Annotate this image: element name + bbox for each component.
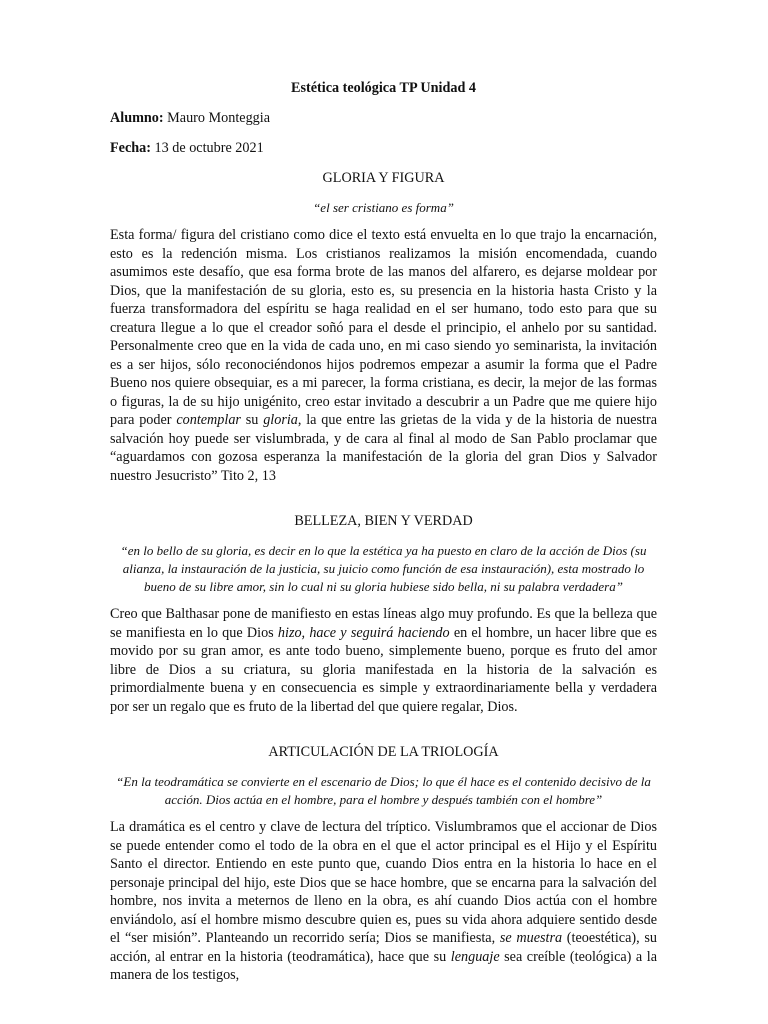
emphasis-text: se muestra [499, 930, 563, 946]
student-label: Alumno: [110, 110, 164, 126]
date-label: Fecha: [110, 140, 151, 156]
paragraph-text: su [240, 412, 264, 428]
document-title: Estética teológica TP Unidad 4 [291, 80, 476, 96]
emphasis-text: contemplar [176, 412, 241, 428]
section-heading-belleza: BELLEZA, BIEN Y VERDAD [294, 513, 473, 529]
paragraph-text: , la que entre las grietas de la vida y de la historia de nuestra salvación hoy puede ser vislumbrada, y de cara al final al modo de San Pablo proclamar que “aguardamos con gozosa esperanza la manifestación de la gloria del gran Dios y Salvador nuestro Jesucristo” Tito 2, 13 [110, 412, 658, 484]
section-paragraph-articulacion [110, 818, 657, 985]
paragraph-text: sea creíble (teológica) a la manera de los testigos, [110, 948, 657, 983]
date-line [110, 140, 657, 157]
paragraph-text: La dramática es el centro y clave de lectura del tríptico. Vislumbramos que el accionar de Dios se puede entender como el todo de la obra en el que el actor principal es el Hijo y el Espíritu Santo el director. Entiendo en este punto que, cuando Dios entra en la historia lo hace en el personaje principal del hijo, este Dios que se hace hombre, que se encarna para la salvación del hombre, nos invita a meternos de lleno en la obra, es ahí cuando Dios actúa con el hombre enviándolo, así el hombre mismo descubre quien es, pues su vida ahora adquiere sentido desde el “ser misión”. Planteando un recorrido sería; Dios se manifiesta, [110, 819, 657, 946]
section-quote-articulacion: “En la teodramática se convierte en el escenario de Dios; lo que él hace es el contenido decisivo de la acción. Dios actúa en el hombre, para el hombre y después también con el hombre” [116, 774, 651, 807]
emphasis-text: hizo, hace y seguirá haciendo [277, 624, 450, 641]
section-spacer [110, 716, 657, 744]
date-value: 13 de octubre 2021 [154, 140, 264, 156]
paragraph-text: (teoestética), su acción, al entrar en la historia (teodramática), hace que su [110, 930, 657, 965]
section-quote-belleza: “en lo bello de su gloria, es decir en lo que la estética ya ha puesto en claro de la acción de Dios (su alianza, la instauración de la justicia, su juicio como función de esa instauración), esta mostrado lo bueno de su libre amor, sin lo cual ni su gloria hubiese sido bella, ni su palabra verdadera” [120, 543, 647, 594]
section-paragraph-belleza [110, 605, 657, 716]
paragraph-text: en el hombre, un hacer libre que es movido por su gran amor, es ante todo bueno, simplemente bueno, porque es fruto del amor libre de Dios a su criatura, su gloria manifestada en la historia de la salvación es primordialmente buena y en consecuencia es simple y extraordinariamente bella y verdadera por ser un regalo que es fruto de la libertad del que quiere regalar, Dios. [110, 624, 658, 715]
student-line [110, 110, 657, 127]
section-quote-gloria: “el ser cristiano es forma” [313, 200, 454, 215]
emphasis-text: lenguaje [450, 948, 500, 965]
section-heading-articulacion: ARTICULACIÓN DE LA TRIOLOGÍA [268, 744, 499, 760]
paragraph-text: Creo que Balthasar pone de manifiesto en estas líneas algo muy profundo. Es que la belleza que se manifiesta en lo que Dios [110, 606, 657, 641]
section-heading-gloria: GLORIA Y FIGURA [322, 170, 445, 186]
section-paragraph-gloria [110, 226, 657, 485]
emphasis-text: gloria [263, 412, 298, 428]
student-name: Mauro Monteggia [167, 110, 270, 126]
paragraph-text: Esta forma/ figura del cristiano como dice el texto está envuelta en lo que trajo la encarnación, esto es la redención misma. Los cristianos realizamos la misión encomendada, cuando asumimos este desafío, que esa forma brote de las manos del alfarero, es dejarse moldear por Dios, que la manifestación de su gloria, esto es, su presencia en la historia hasta Cristo y la fuerza transformadora del espíritu se haga realidad en el ser humano, todo esto para que su creatura llegue a lo que el creador soñó para el desde el principio, el anhelo por su santidad. Personalmente creo que en la vida de cada uno, en mi caso siendo yo seminarista, la invitación es a ser hijos, sólo reconociéndonos hijos podremos empezar a asumir la forma que el Padre Bueno nos quiere obsequiar, es a mi parecer, la forma cristiana, es decir, la mejor de las formas o figuras, la de su hijo unigénito, creo estar invitado a descubrir a un Padre que me quiere hijo para poder [110, 227, 657, 428]
section-spacer [110, 485, 657, 513]
